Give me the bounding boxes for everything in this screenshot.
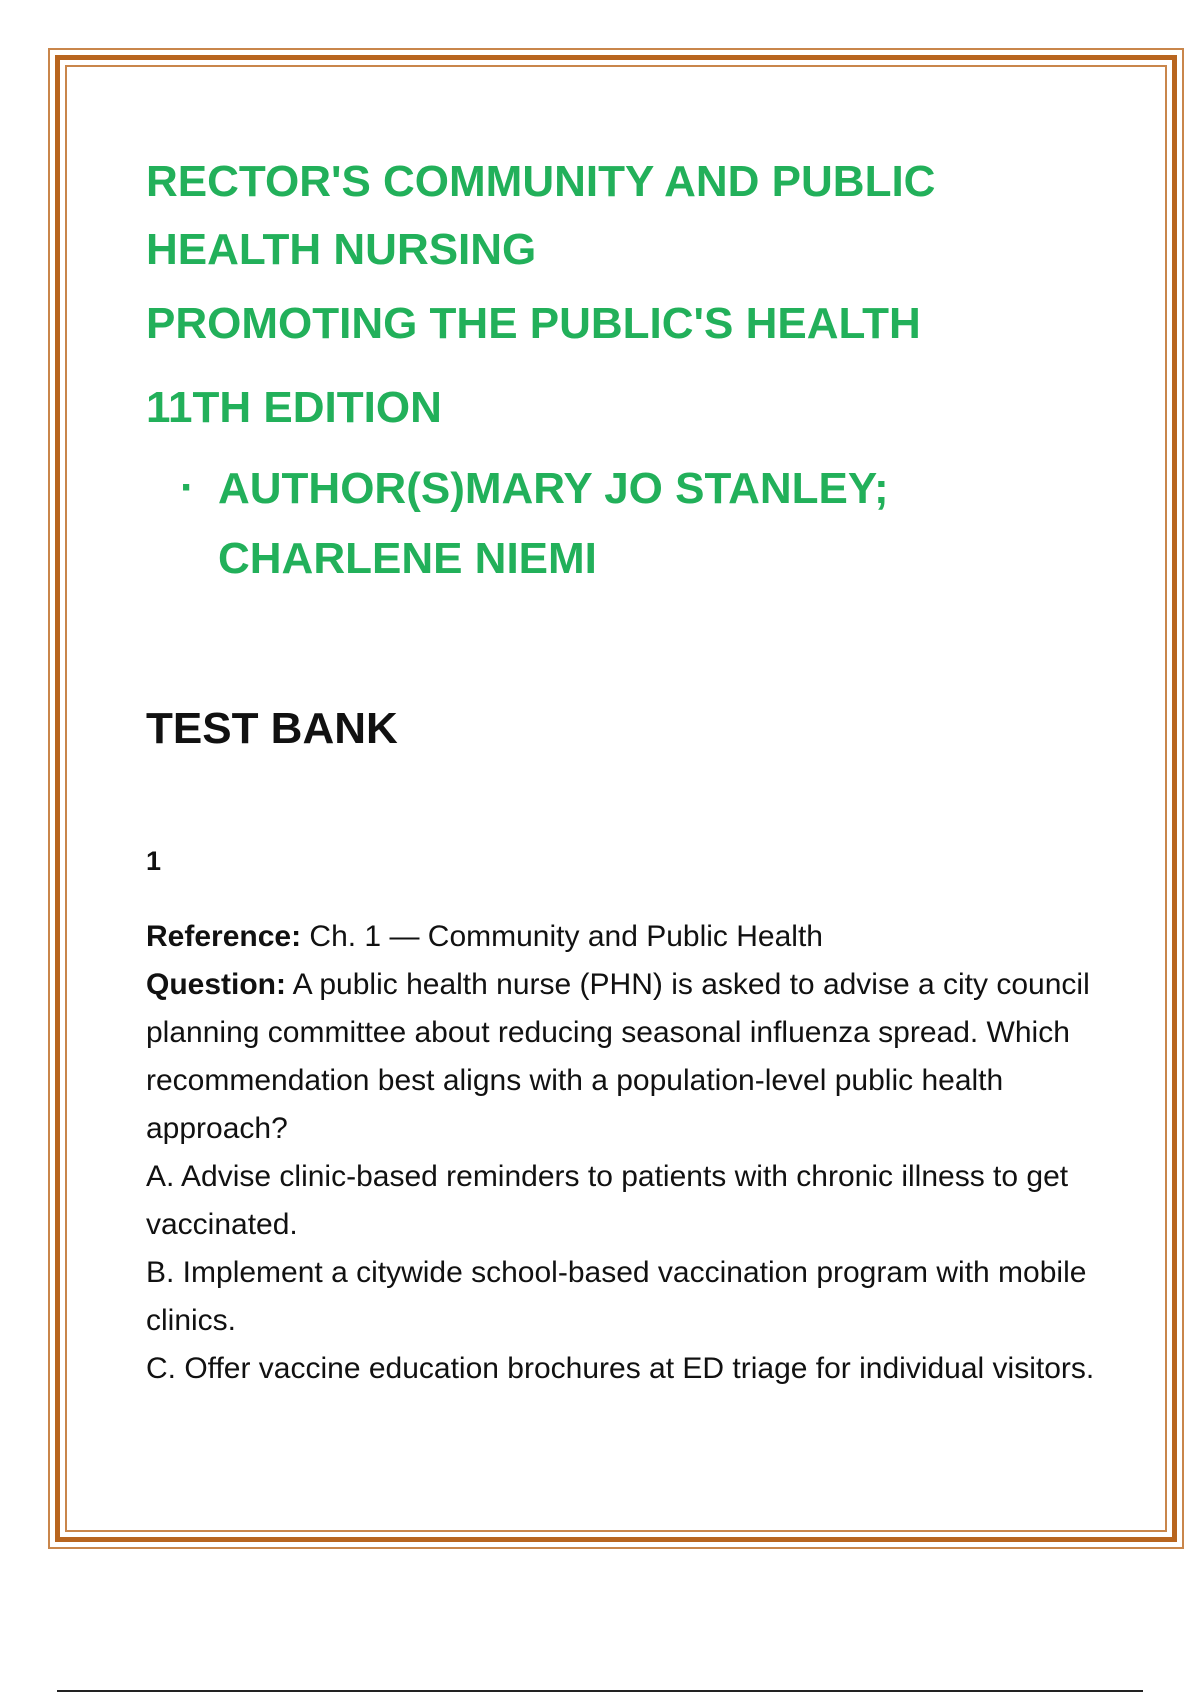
footer-divider [57,1690,1143,1692]
reference-line [146,913,1096,961]
question-number: 1 [146,846,162,876]
option-a: A. Advise clinic-based reminders to patients with chronic illness to get vaccinated. [146,1160,1069,1241]
question-text: A public health nurse (PHN) is asked to advise a city council planning committee about reducing seasonal influenza spread. Which recommendation best aligns with a population-level public health approach? [146,968,1090,1145]
book-title [146,148,1096,284]
question-line [146,961,1096,1153]
bullet-icon: · [180,463,195,512]
option-c: C. Offer vaccine education brochures at ED triage for individual visitors. [146,1352,1095,1385]
book-subtitle: PROMOTING THE PUBLIC'S HEALTH [146,299,921,348]
reference-text: Ch. 1 — Community and Public Health [301,920,823,953]
author-line1: AUTHOR(S)MARY JO STANLEY; [218,464,889,513]
book-title-line2: HEALTH NURSING [146,225,537,274]
book-edition: 11TH EDITION [146,383,442,432]
page-content [146,148,1096,1393]
author-line2: CHARLENE NIEMI [218,534,597,583]
section-heading: TEST BANK [146,704,398,753]
question-block [146,913,1096,1393]
book-title-line1: RECTOR'S COMMUNITY AND PUBLIC [146,157,936,206]
authors [218,454,889,594]
author-list-item [180,454,1096,594]
reference-label: Reference: [146,920,302,953]
question-label: Question: [146,968,286,1001]
option-b: B. Implement a citywide school-based vaccination program with mobile clinics. [146,1256,1087,1337]
